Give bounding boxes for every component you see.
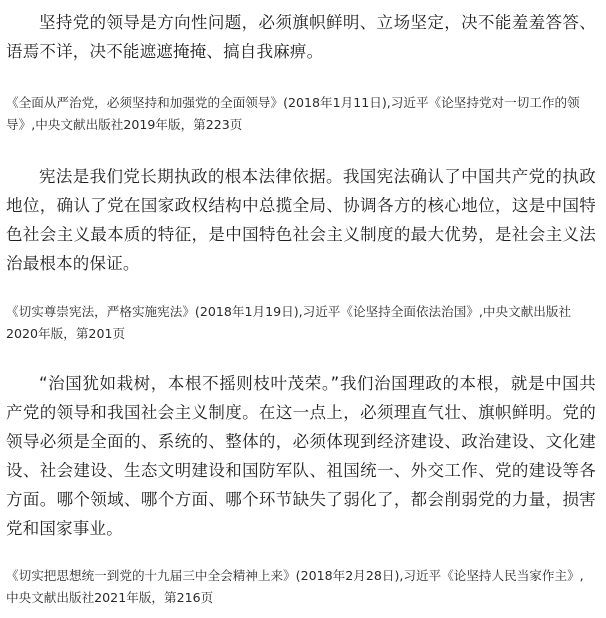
citation-3: 《切实把思想统一到党的十九届三中全会精神上来》(2018年2月28日),习近平《论坚持人民当家作主》,中央文献出版社2021年版，第216页 — [6, 568, 584, 605]
citation-2: 《切实尊崇宪法，严格实施宪法》(2018年1月19日),习近平《论坚持全面依法治国》,中央文献出版社2020年版，第201页 — [6, 304, 572, 341]
quote-paragraph-1: 坚持党的领导是方向性问题，必须旗帜鲜明、立场坚定，决不能羞羞答答、语焉不详，决不能遮遮掩掩、搞自我麻痹。 — [6, 13, 596, 61]
citation-1: 《全面从严治党，必须坚持和加强党的全面领导》(2018年1月11日),习近平《论坚持党对一切工作的领导》,中央文献出版社2019年版，第223页 — [6, 95, 580, 132]
quote-paragraph-3: “治国犹如栽树，本根不摇则枝叶茂荣。”我们治国理政的本根，就是中国共产党的领导和我国社会主义制度。在这一点上，必须理直气壮、旗帜鲜明。党的领导必须是全面的、系统的、整体的，必须体现到经济建设、政治建设、文化建设、社会建设、生态文明建设和国防军队、祖国统一、外交工作、党的建设等各方面。哪个领域、哪个方面、哪个环节缺失了弱化了，都会削弱党的力量，损害党和国家事业。 — [6, 374, 596, 538]
quote-paragraph-2: 宪法是我们党长期执政的根本法律依据。我国宪法确认了中国共产党的执政地位，确认了党在国家政权结构中总揽全局、协调各方的核心地位，这是中国特色社会主义最本质的特征，是中国特色社会主义制度的最大优势，是社会主义法治最根本的保证。 — [6, 167, 596, 273]
